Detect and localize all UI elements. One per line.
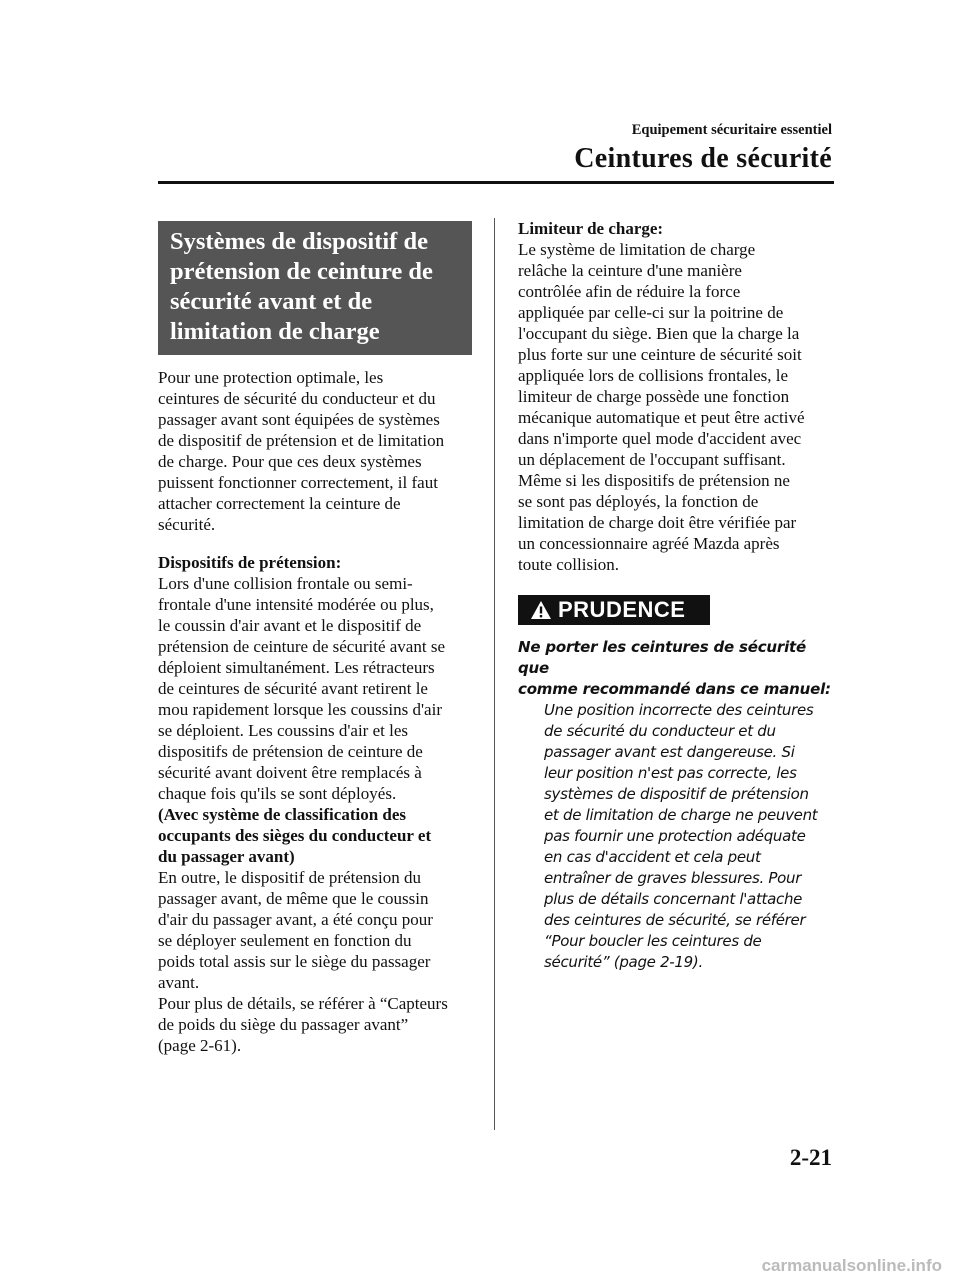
occupant-paragraph: En outre, le dispositif de prétension du passager avant, de même que le coussin d'air du passager avant, a été conçu pour se déployer seulement en fonction du poids total assis sur le siège du passager avant. Pour plus de détails, se référer à “Capteurs de poids du siège du passager avant” (page 2-61). <box>158 868 448 1055</box>
column-divider <box>494 218 495 1130</box>
caution-label: PRUDENCE <box>558 597 686 622</box>
caution-banner <box>518 595 710 625</box>
limiter-paragraph: Le système de limitation de charge relâche la ceinture d'une manière contrôlée afin de réduire la force appliquée par celle-ci sur la poitrine de l'occupant du siège. Bien que la charge la plus forte sur une ceinture de sécurité soit appliquée lors de collisions frontales, le limiteur de charge possède une fonction mécanique automatique et peut être activé dans n'importe quel mode d'accident avec un déplacement de l'occupant suffisant. Même si les dispositifs de prétension ne se sont pas déployés, la fonction de limitation de charge doit être vérifiée par un concessionnaire agréé Mazda après toute collision. <box>518 240 805 574</box>
header-rule <box>158 181 834 184</box>
caution-body: Une position incorrecte des ceintures de sécurité du conducteur et du passager avant est dangereuse. Si leur position n'est pas correcte, les systèmes de dispositif de prétension et de limitation de charge ne peuvent pas fournir une protection adéquate en cas d'accident et cela peut entraîner de graves blessures. Pour plus de détails concernant l'attache des ceintures de sécurité, se référer “Pour boucler les ceintures de sécurité” (page 2-19). <box>544 701 818 971</box>
caution-lead: Ne porter les ceintures de sécurité que comme recommandé dans ce manuel: <box>518 638 831 698</box>
section-title: Ceintures de sécurité <box>574 143 832 174</box>
watermark: carmanualsonline.info <box>761 1256 942 1275</box>
pretension-paragraph: Lors d'une collision frontale ou semi- frontale d'une intensité modérée ou plus, le coussin d'air avant et le dispositif de prétension de ceinture de sécurité avant se déploient simultanément. Les rétracteurs de ceintures de sécurité avant retirent le mou rapidement lorsque les coussins d'air se déploient. Les coussins d'air et les dispositifs de prétension de ceinture de sécurité avant doivent être remplacés à chaque fois qu'ils se sont déployés. <box>158 574 445 803</box>
page-number: 2-21 <box>789 1145 832 1170</box>
warning-icon <box>530 600 552 620</box>
intro-paragraph: Pour une protection optimale, les ceintures de sécurité du conducteur et du passager avant sont équipées de systèmes de dispositif de prétension et de limitation de charge. Pour que ces deux systèmes puissent fonctionner correctement, il faut attacher correctement la ceinture de sécurité. <box>158 368 445 534</box>
limiter-heading: Limiteur de charge: <box>518 219 664 238</box>
occupant-heading: (Avec système de classification des occupants des sièges du conducteur et du passager avant) <box>158 805 432 866</box>
section-heading-box <box>158 221 472 355</box>
left-column <box>158 221 472 1056</box>
right-column <box>518 218 838 973</box>
pretension-heading: Dispositifs de prétension: <box>158 553 342 572</box>
chapter-title: Equipement sécuritaire essentiel <box>631 122 832 138</box>
section-heading: Systèmes de dispositif de prétension de ceinture de sécurité avant et de limitation de charge <box>170 228 433 345</box>
